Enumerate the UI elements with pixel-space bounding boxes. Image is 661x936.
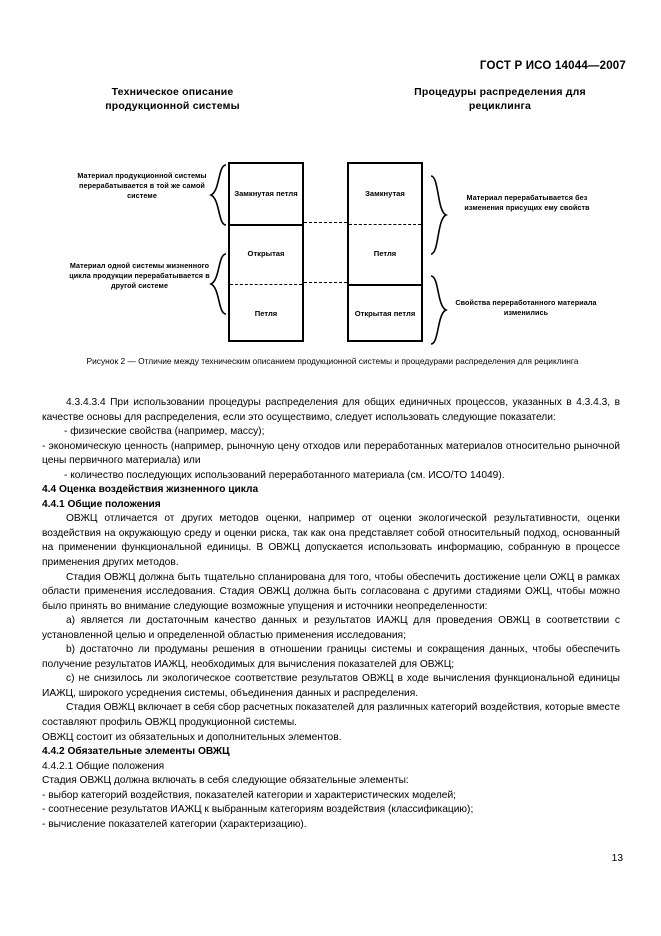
figure-cell-a2: Открытая bbox=[247, 249, 285, 258]
paragraph-4-3-4-3-4: 4.3.4.3.4 При использовании процедуры распределения для общих единичных процессов, указанных в 4.3.4.3, в качестве основы для распределения, если это осуществимо, следует использовать следующие показатели: bbox=[42, 397, 620, 423]
figure-cell-b1: Замкнутая bbox=[365, 189, 405, 198]
figure-annotation-right-bottom: Свойства переработанного материала изменились bbox=[455, 298, 597, 317]
heading-4-4-1: 4.4.1 Общие положения bbox=[42, 498, 161, 510]
paragraph-4-4-1-planning: Стадия ОВЖЦ должна быть тщательно спланирована для того, чтобы обеспечить достижение цели ОЖЦ в рамках области применения исследования. Стадия ОВЖЦ должна быть согласована с другими стадиями ОЖЦ, чтобы можно было принять во внимание следующие возможные упущения и источники неопределенности: bbox=[42, 571, 620, 612]
figure-cell-b3: Открытая петля bbox=[354, 309, 416, 318]
list-item-b: b) достаточно ли продуманы решения в отношении границы системы и сокращения данных, чтобы обеспечить получение результатов ИАЖЦ, необходимых для вычисления показателей для ОВЖЦ; bbox=[42, 644, 620, 670]
figure-connector-dashed-lower bbox=[304, 282, 347, 283]
element-selection-categories: - выбор категорий воздействия, показателей категории и характеристических моделей; bbox=[42, 789, 456, 801]
figure-right-column-title: Процедуры распределения для рециклинга bbox=[414, 86, 586, 112]
paragraph-4-4-1-profile: Стадия ОВЖЦ включает в себя сбор расчетных показателей для различных категорий воздействия, которые вместе составляют профиль ОВЖЦ продукционной системы. bbox=[42, 702, 620, 729]
document-header-standard-number: ГОСТ Р ИСО 14044—2007 bbox=[479, 60, 626, 72]
paragraph-4-4-2-1-intro: Стадия ОВЖЦ должна включать в себя следующие обязательные элементы: bbox=[42, 775, 409, 787]
figure-caption: Рисунок 2 — Отличие между техническим описанием продукционной системы и процедурами распределения для рециклинга bbox=[86, 356, 579, 366]
figure-cell-a3: Петля bbox=[254, 309, 278, 318]
heading-4-4: 4.4 Оценка воздействия жизненного цикла bbox=[42, 484, 259, 496]
brace-left-top bbox=[207, 164, 227, 226]
figure-cell-a1: Замкнутая петля bbox=[234, 189, 298, 198]
figure-2-diagram bbox=[0, 85, 661, 350]
element-characterization: - вычисление показателей категории (характеризацию). bbox=[42, 818, 307, 830]
paragraph-4-4-1-elements: ОВЖЦ состоит из обязательных и дополнительных элементов. bbox=[42, 731, 342, 743]
list-item-a: a) является ли достаточным качество данных и результатов ИАЖЦ для проведения ОВЖЦ в соответствии с установленной целью и определенной областью применения исследования; bbox=[42, 615, 620, 641]
figure-left-column-title: Техническое описание продукционной системы bbox=[105, 86, 240, 112]
figure-annotation-right-top: Материал перерабатывается без изменения присущих ему свойств bbox=[464, 193, 590, 212]
brace-left-bottom bbox=[207, 253, 227, 315]
brace-right-bottom bbox=[430, 275, 450, 345]
heading-4-4-2-1: 4.4.2.1 Общие положения bbox=[42, 760, 165, 772]
figure-column-allocation-procedures bbox=[347, 162, 423, 342]
list-item-c: c) не снизилось ли экологическое соответствие результатов ОВЖЦ в ходе вычисления функциональной единицы ИАЖЦ, широкого усреднения системы, объединения данных и распределения. bbox=[42, 673, 620, 699]
page-number: 13 bbox=[611, 853, 623, 864]
figure-connector-dashed-upper bbox=[304, 222, 347, 223]
figure-annotation-left-bottom: Материал одной системы жизненного цикла продукции перерабатывается в другой системе bbox=[69, 261, 210, 290]
brace-right-top bbox=[430, 175, 450, 255]
figure-annotation-left-top: Материал продукционной системы перерабатывается в той же самой системе bbox=[77, 171, 207, 200]
bullet-economic-value: - экономическую ценность (например, рыночную цену отходов или переработанных материалов относительно рыночной цены первичного материала) или bbox=[42, 440, 620, 467]
bullet-subsequent-uses: - количество последующих использований переработанного материала (см. ИСО/ТО 14049). bbox=[64, 469, 505, 481]
document-body bbox=[42, 396, 620, 832]
heading-4-4-2: 4.4.2 Обязательные элементы ОВЖЦ bbox=[42, 746, 230, 758]
figure-column-technical-description bbox=[228, 162, 304, 342]
paragraph-4-4-1-intro: ОВЖЦ отличается от других методов оценки, например от оценки экологической результативности, оценки воздействия на окружающую среду и оценки риска, так как она представляет собой относительный подход, основанный на применении функциональной единицы. В ОВЖЦ допускается использовать информацию, собранную в процессе применения других методов. bbox=[42, 513, 620, 569]
figure-cell-b2: Петля bbox=[373, 249, 397, 258]
bullet-physical-properties: - физические свойства (например, массу); bbox=[64, 426, 265, 438]
element-classification: - соотнесение результатов ИАЖЦ к выбранным категориям воздействия (классификацию); bbox=[42, 804, 474, 816]
